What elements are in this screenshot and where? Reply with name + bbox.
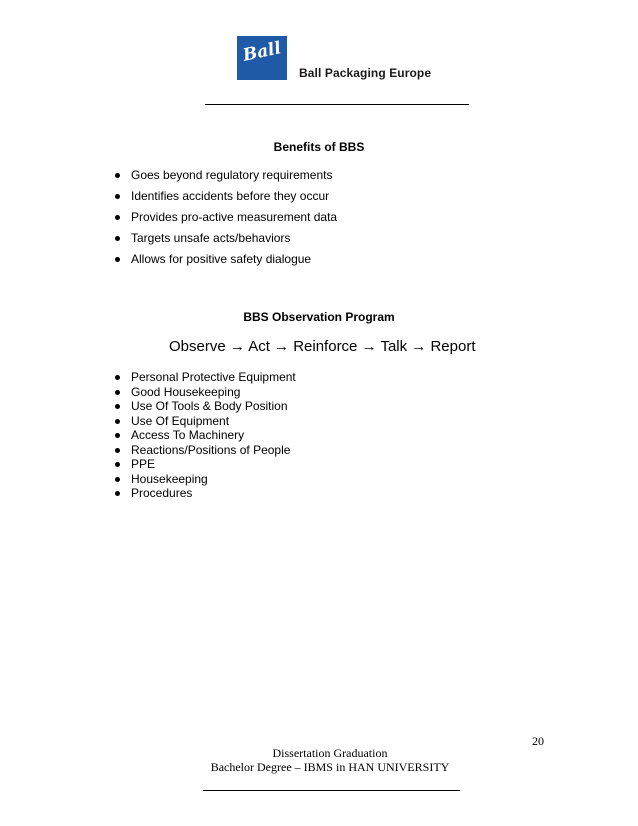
ball-logo [237, 36, 287, 80]
benefits-title: Benefits of BBS [273, 140, 365, 154]
header-divider [205, 104, 469, 105]
list-item: Procedures [113, 486, 296, 501]
list-item: Good Housekeeping [113, 385, 296, 400]
list-item: PPE [113, 457, 296, 472]
observation-flow: Observe → Act → Reinforce → Talk → Report [169, 338, 476, 355]
list-item: Allows for positive safety dialogue [113, 252, 337, 273]
benefits-list [113, 168, 337, 273]
list-item: Use Of Tools & Body Position [113, 399, 296, 414]
footer-line-1: Dissertation Graduation [272, 746, 388, 760]
footer-divider [203, 790, 460, 791]
list-item: Access To Machinery [113, 428, 296, 443]
program-list [113, 370, 296, 501]
list-item: Use Of Equipment [113, 414, 296, 429]
list-item: Reactions/Positions of People [113, 443, 296, 458]
program-title: BBS Observation Program [243, 310, 395, 324]
list-item: Provides pro-active measurement data [113, 210, 337, 231]
footer-line-2: Bachelor Degree – IBMS in HAN UNIVERSITY [210, 760, 450, 774]
list-item: Housekeeping [113, 472, 296, 487]
list-item: Personal Protective Equipment [113, 370, 296, 385]
list-item: Goes beyond regulatory requirements [113, 168, 337, 189]
company-name: Ball Packaging Europe [299, 66, 432, 80]
list-item: Identifies accidents before they occur [113, 189, 337, 210]
list-item: Targets unsafe acts/behaviors [113, 231, 337, 252]
logo-wordmark: Ball [241, 38, 283, 66]
page-number: 20 [532, 734, 544, 748]
